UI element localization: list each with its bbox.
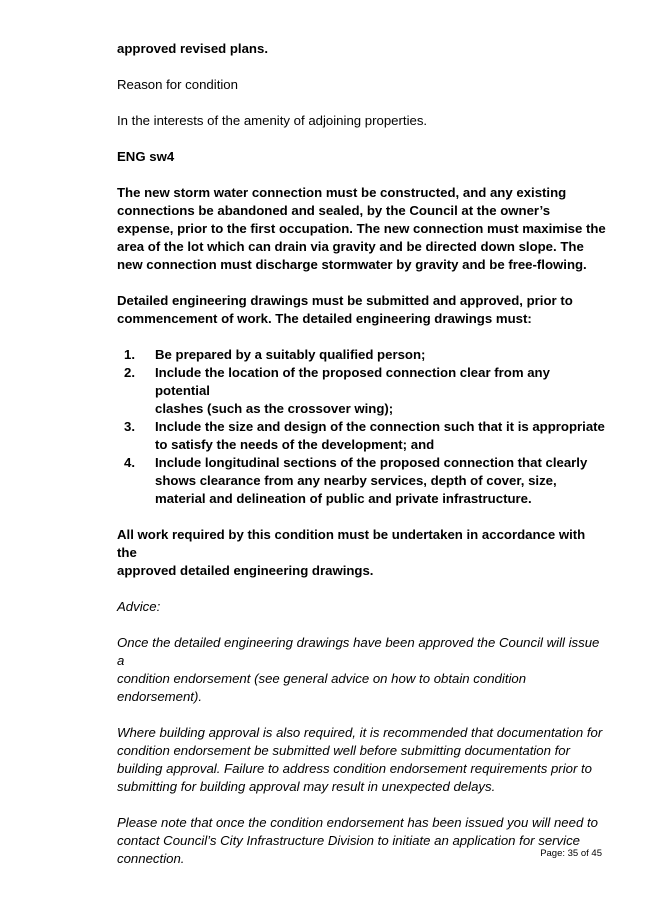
requirements-list	[117, 346, 607, 508]
list-number: 4.	[124, 455, 135, 470]
page-number: Page: 35 of 45	[540, 848, 602, 859]
list-text: Include longitudinal sections of the proposed connection that clearly shows clearance from any nearby services, depth of cover, size, material and delineation of public and private infrastructure.	[155, 455, 588, 506]
list-item	[117, 454, 607, 508]
work-paragraph: All work required by this condition must be undertaken in accordance with the approved detailed engineering drawings.	[117, 527, 586, 578]
list-number: 3.	[124, 419, 135, 434]
condition-heading: ENG sw4	[117, 149, 175, 164]
advice-paragraph-2: Where building approval is also required, it is recommended that documentation for condition endorsement be submitted well before submitting documentation for building approval. Failure to address condition endorsement requirements prior to submitting for building approval may result in unexpected delays.	[117, 725, 603, 794]
list-item	[117, 364, 607, 418]
condition-paragraph: The new storm water connection must be constructed, and any existing connections be abandoned and sealed, by the Council at the owner’s expense, prior to the first occupation. The new connection must maximise the area of the lot which can drain via gravity and be directed down slope. The new connection must discharge stormwater by gravity and be free-flowing.	[117, 185, 606, 272]
drawings-paragraph: Detailed engineering drawings must be submitted and approved, prior to commencement of work. The detailed engineering drawings must:	[117, 293, 573, 326]
paragraph-approved-plans: approved revised plans.	[117, 41, 268, 56]
advice-paragraph-3: Please note that once the condition endorsement has been issued you will need to contact Council’s City Infrastructure Division to initiate an application for service connection.	[117, 815, 598, 866]
list-number: 1.	[124, 347, 135, 362]
list-item	[117, 346, 607, 364]
advice-label: Advice:	[117, 599, 161, 614]
list-item	[117, 418, 607, 454]
reason-text: In the interests of the amenity of adjoining properties.	[117, 113, 428, 128]
list-text: Be prepared by a suitably qualified person;	[155, 347, 426, 362]
document-body	[117, 40, 607, 868]
list-text: Include the size and design of the connection such that it is appropriate to satisfy the needs of the development; and	[155, 419, 605, 452]
reason-label: Reason for condition	[117, 77, 238, 92]
advice-paragraph-1: Once the detailed engineering drawings have been approved the Council will issue a condition endorsement (see general advice on how to obtain condition endorsement).	[117, 635, 600, 704]
list-text: Include the location of the proposed connection clear from any potential clashes (such as the crossover wing);	[155, 365, 550, 416]
list-number: 2.	[124, 365, 135, 380]
